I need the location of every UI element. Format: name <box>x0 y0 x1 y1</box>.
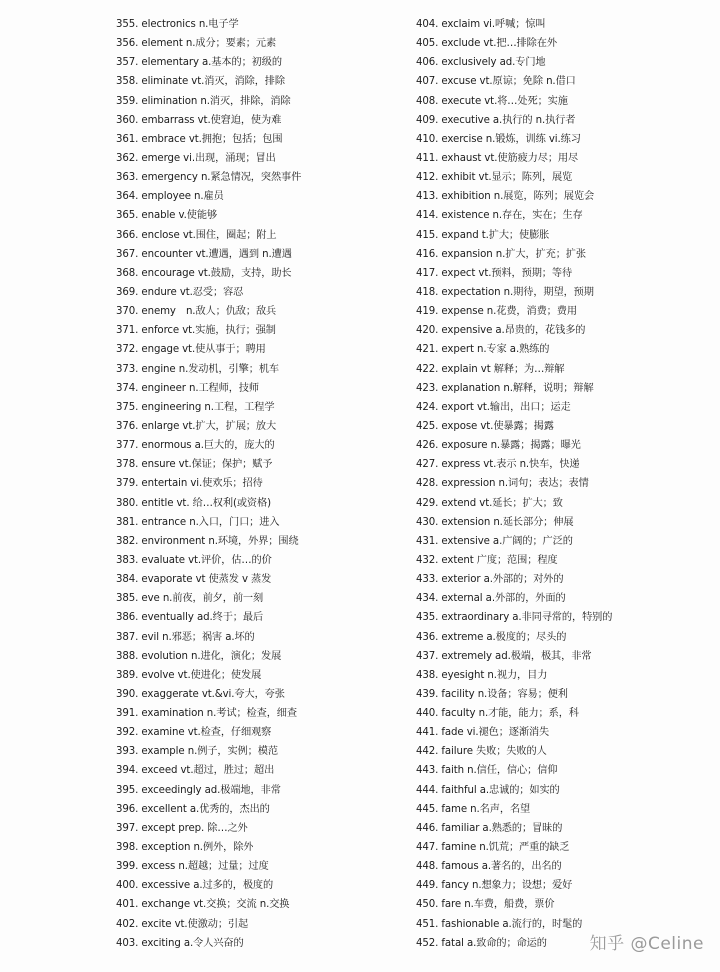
vocab-entry: 386. eventually ad.终于；最后 <box>116 612 264 624</box>
vocab-entry: 357. elementary a.基本的；初级的 <box>116 57 282 69</box>
vocab-entry: 367. encounter vt.遭遇，遇到 n.遭遇 <box>116 248 292 260</box>
vocab-entry: 383. evaluate vt.评价，估…的价 <box>116 554 272 566</box>
vocab-entry: 355. electronics n.电子学 <box>116 19 239 30</box>
vocab-entry: 379. entertain vi.使欢乐；招待 <box>116 478 263 490</box>
vocab-entry: 433. exterior a.外部的；对外的 <box>416 574 564 586</box>
vocab-entry: 387. evil n.邪恶；祸害 a.坏的 <box>116 631 255 643</box>
vocab-entry: 406. exclusively ad.专门地 <box>416 57 546 69</box>
vocab-entry: 396. excellent a.优秀的，杰出的 <box>116 803 270 815</box>
vocab-entry: 381. entrance n.入口，门口；进入 <box>116 516 280 528</box>
vocab-entry: 416. expansion n.扩大，扩充；扩张 <box>416 248 586 260</box>
vocab-entry: 385. eve n.前夜，前夕，前一刻 <box>116 593 264 605</box>
vocab-entry: 359. elimination n.消灭，排除，消除 <box>116 95 291 107</box>
vocab-entry: 391. examination n.考试；检查，细查 <box>116 708 297 720</box>
vocab-entry: 376. enlarge vt.扩大，扩展；放大 <box>116 420 277 432</box>
vocab-entry: 434. external a.外部的，外面的 <box>416 593 566 605</box>
vocab-entry: 428. expression n.词句；表达；表情 <box>416 478 589 490</box>
vocab-entry: 389. evolve vt.使进化；使发展 <box>116 669 262 681</box>
vocab-entry: 409. executive a.执行的 n.执行者 <box>416 114 576 126</box>
vocab-entry: 448. famous a.著名的，出名的 <box>416 861 562 873</box>
vocab-entry: 449. fancy n.想象力；设想；爱好 <box>416 880 573 892</box>
zhihu-watermark: 知乎 @Celine <box>589 934 704 954</box>
vocab-entry: 441. fade vi.褪色；逐渐消失 <box>416 727 550 739</box>
vocab-entry: 384. evaporate vt 使蒸发 v 蒸发 <box>116 574 272 586</box>
vocab-entry: 380. entitle vt. 给…权利(或资格) <box>116 497 271 509</box>
vocab-entry: 365. enable v.使能够 <box>116 210 218 222</box>
vocab-entry: 418. expectation n.期待，期望，预期 <box>416 286 594 298</box>
vocab-entry: 373. engine n.发动机，引擎；机车 <box>116 363 279 375</box>
vocab-entry: 427. express vt.表示 n.快车，快递 <box>416 459 580 471</box>
vocab-entry: 452. fatal a.致命的；命运的 <box>416 937 547 949</box>
vocab-entry: 394. exceed vt.超过，胜过；超出 <box>116 765 275 777</box>
vocab-entry: 435. extraordinary a.非同寻常的，特别的 <box>416 612 613 624</box>
vocab-entry: 436. extreme a.极度的；尽头的 <box>416 631 567 643</box>
vocab-entry: 378. ensure vt.保证；保护；赋予 <box>116 459 273 471</box>
vocab-entry: 417. expect vt.预料，预期；等待 <box>416 267 573 279</box>
vocab-entry: 425. expose vt.使暴露；揭露 <box>416 420 554 432</box>
vocab-entry: 446. familiar a.熟悉的；冒昧的 <box>416 822 563 834</box>
vocab-entry: 420. expensive a.昂贵的，花钱多的 <box>416 325 586 337</box>
vocab-entry: 356. element n.成分；要素；元素 <box>116 38 277 50</box>
vocab-entry: 400. excessive a.过多的，极度的 <box>116 880 274 892</box>
vocab-entry: 437. extremely ad.极端，极其，非常 <box>416 650 592 662</box>
vocab-entry: 368. encourage vt.鼓励，支持，助长 <box>116 267 292 279</box>
vocab-entry: 399. excess n.超越；过量；过度 <box>116 861 269 873</box>
vocab-entry: 412. exhibit vt.显示；陈列，展览 <box>416 172 573 184</box>
vocab-entry: 430. extension n.延长部分；伸展 <box>416 516 574 528</box>
vocab-entry: 419. expense n.花费，消费；费用 <box>416 306 577 318</box>
vocab-entry: 439. facility n.设备；容易；便利 <box>416 688 568 700</box>
vocab-entry: 451. fashionable a.流行的，时髦的 <box>416 918 583 930</box>
vocab-entry: 370. enemy n.敌人；仇敌；敌兵 <box>116 306 277 318</box>
vocab-entry: 369. endure vt.忍受；容忍 <box>116 286 244 298</box>
vocab-entry: 424. export vt.输出，出口；运走 <box>416 401 571 413</box>
vocab-entry: 361. embrace vt.拥抱；包括；包围 <box>116 133 283 145</box>
vocab-entry: 450. fare n.车费，船费，票价 <box>416 899 555 911</box>
vocab-entry: 422. explain vt 解释；为…辩解 <box>416 363 565 375</box>
vocab-entry: 382. environment n.环境，外界；围绕 <box>116 535 299 547</box>
vocab-entry: 431. extensive a.广阔的；广泛的 <box>416 535 573 547</box>
vocab-entry: 402. excite vt.使激动；引起 <box>116 918 249 930</box>
vocab-entry: 413. exhibition n.展览，陈列；展览会 <box>416 191 595 203</box>
vocab-entry: 414. existence n.存在，实在；生存 <box>416 210 583 222</box>
vocab-entry: 432. extent 广度；范围；程度 <box>416 554 558 566</box>
vocab-entry: 397. except prep. 除…之外 <box>116 822 248 834</box>
vocab-entry: 372. engage vt.使从事于；聘用 <box>116 344 266 356</box>
vocab-entry: 445. fame n.名声，名望 <box>416 803 531 815</box>
vocab-entry: 362. emerge vi.出现，涌现；冒出 <box>116 152 276 164</box>
vocab-entry: 411. exhaust vt.使筋疲力尽；用尽 <box>416 152 579 164</box>
vocab-entry: 395. exceedingly ad.极端地，非常 <box>116 784 281 796</box>
vocab-entry: 392. examine vt.检查，仔细观察 <box>116 727 272 739</box>
vocab-entry: 403. exciting a.令人兴奋的 <box>116 937 244 949</box>
vocab-entry: 371. enforce vt.实施，执行；强制 <box>116 325 276 337</box>
vocab-entry: 360. embarrass vt.使窘迫，使为难 <box>116 114 282 126</box>
vocab-entry: 375. engineering n.工程，工程学 <box>116 401 275 413</box>
vocab-entry: 393. example n.例子，实例；模范 <box>116 746 278 758</box>
vocab-entry: 364. employee n.雇员 <box>116 191 224 203</box>
vocab-entry: 423. explanation n.解释，说明；辩解 <box>416 382 594 394</box>
vocab-entry: 407. excuse vt.原谅；免除 n.借口 <box>416 76 576 88</box>
vocab-entry: 429. extend vt.延长；扩大；致 <box>416 497 563 509</box>
vocab-entry: 398. exception n.例外，除外 <box>116 842 254 854</box>
vocab-entry: 440. faculty n.才能，能力；系，科 <box>416 708 579 720</box>
vocab-entry: 405. exclude vt.把…排除在外 <box>416 38 557 50</box>
vocab-entry: 374. engineer n.工程师，技师 <box>116 382 259 394</box>
left-word-column <box>116 15 406 953</box>
vocab-entry: 358. eliminate vt.消灭，消除，排除 <box>116 76 285 88</box>
vocab-entry: 421. expert n.专家 a.熟练的 <box>416 344 550 356</box>
vocab-entry: 404. exclaim vi.呼喊；惊叫 <box>416 19 546 30</box>
vocab-entry: 447. famine n.饥荒；严重的缺乏 <box>416 842 570 854</box>
vocab-entry: 415. expand t.扩大；使膨胀 <box>416 229 550 241</box>
vocab-entry: 363. emergency n.紧急情况，突然事件 <box>116 172 302 184</box>
vocab-entry: 377. enormous a.巨大的，庞大的 <box>116 440 275 452</box>
vocab-entry: 388. evolution n.进化，演化；发展 <box>116 650 282 662</box>
vocab-entry: 438. eyesight n.视力，目力 <box>416 669 548 681</box>
vocab-entry: 408. execute vt.将…处死；实施 <box>416 95 568 107</box>
right-word-column <box>416 15 716 953</box>
vocab-entry: 401. exchange vt.交换；交流 n.交换 <box>116 899 290 911</box>
vocab-entry: 442. failure 失败；失败的人 <box>416 746 547 758</box>
vocab-entry: 444. faithful a.忠诚的；如实的 <box>416 784 560 796</box>
vocab-entry: 426. exposure n.暴露；揭露；曝光 <box>416 440 581 452</box>
vocab-entry: 366. enclose vt.围住，圈起；附上 <box>116 229 277 241</box>
vocab-entry: 390. exaggerate vt.&vi.夸大，夸张 <box>116 688 285 700</box>
vocab-entry: 410. exercise n.锻炼，训练 vi.练习 <box>416 133 581 145</box>
vocab-entry: 443. faith n.信任，信心；信仰 <box>416 765 558 777</box>
